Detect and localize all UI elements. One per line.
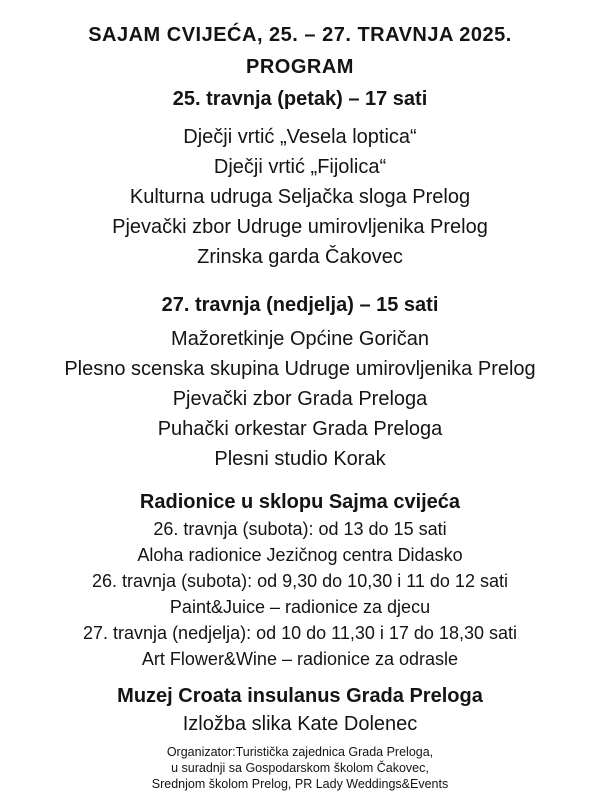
sunday-program-list <box>0 324 600 474</box>
program-line: Dječji vrtić „Fijolica“ <box>213 156 387 178</box>
section-heading-museum: Muzej Croata insulanus Grada Preloga <box>117 685 483 707</box>
workshop-line: Art Flower&Wine – radionice za odrasle <box>141 649 459 669</box>
organizer-line: Organizator:Turistička zajednica Grada Preloga, <box>166 745 434 759</box>
event-title: SAJAM CVIJEĆA, 25. – 27. TRAVNJA 2025. <box>88 24 512 46</box>
program-line: Puhački orkestar Grada Preloga <box>157 418 443 440</box>
program-line: Dječji vrtić „Vesela loptica“ <box>183 126 417 148</box>
section-heading-sunday: 27. travnja (nedjelja) – 15 sati <box>161 294 439 316</box>
program-line: Plesno scenska skupina Udruge umirovljenika Prelog <box>64 358 536 380</box>
workshop-line: 27. travnja (nedjelja): od 10 do 11,30 i 17 do 18,30 sati <box>83 623 517 643</box>
program-line: Plesni studio Korak <box>214 448 386 470</box>
organizer-line: u suradnji sa Gospodarskom školom Čakovec, <box>171 761 429 775</box>
program-line: Pjevački zbor Udruge umirovljenika Prelog <box>112 216 488 238</box>
workshop-line: Aloha radionice Jezičnog centra Didasko <box>137 545 463 565</box>
section-heading-friday: 25. travnja (petak) – 17 sati <box>172 88 428 110</box>
friday-program-list <box>0 122 600 272</box>
museum-exhibition-line: Izložba slika Kate Dolenec <box>182 713 418 735</box>
program-line: Zrinska garda Čakovec <box>197 246 403 268</box>
section-heading-workshops: Radionice u sklopu Sajma cvijeća <box>139 491 461 513</box>
workshop-line: 26. travnja (subota): od 13 do 15 sati <box>153 519 447 539</box>
workshop-line: Paint&Juice – radionice za djecu <box>169 597 431 617</box>
program-line: Kulturna udruga Seljačka sloga Prelog <box>129 186 471 208</box>
workshops-list <box>0 516 600 672</box>
organizer-block <box>0 744 600 792</box>
workshop-line: 26. travnja (subota): od 9,30 do 10,30 i 11 do 12 sati <box>92 571 508 591</box>
program-line: Pjevački zbor Grada Preloga <box>172 388 428 410</box>
program-subtitle: PROGRAM <box>246 56 354 78</box>
program-line: Mažoretkinje Općine Goričan <box>171 328 429 350</box>
organizer-line: Srednjom školom Prelog, PR Lady Weddings&Events <box>151 777 449 791</box>
